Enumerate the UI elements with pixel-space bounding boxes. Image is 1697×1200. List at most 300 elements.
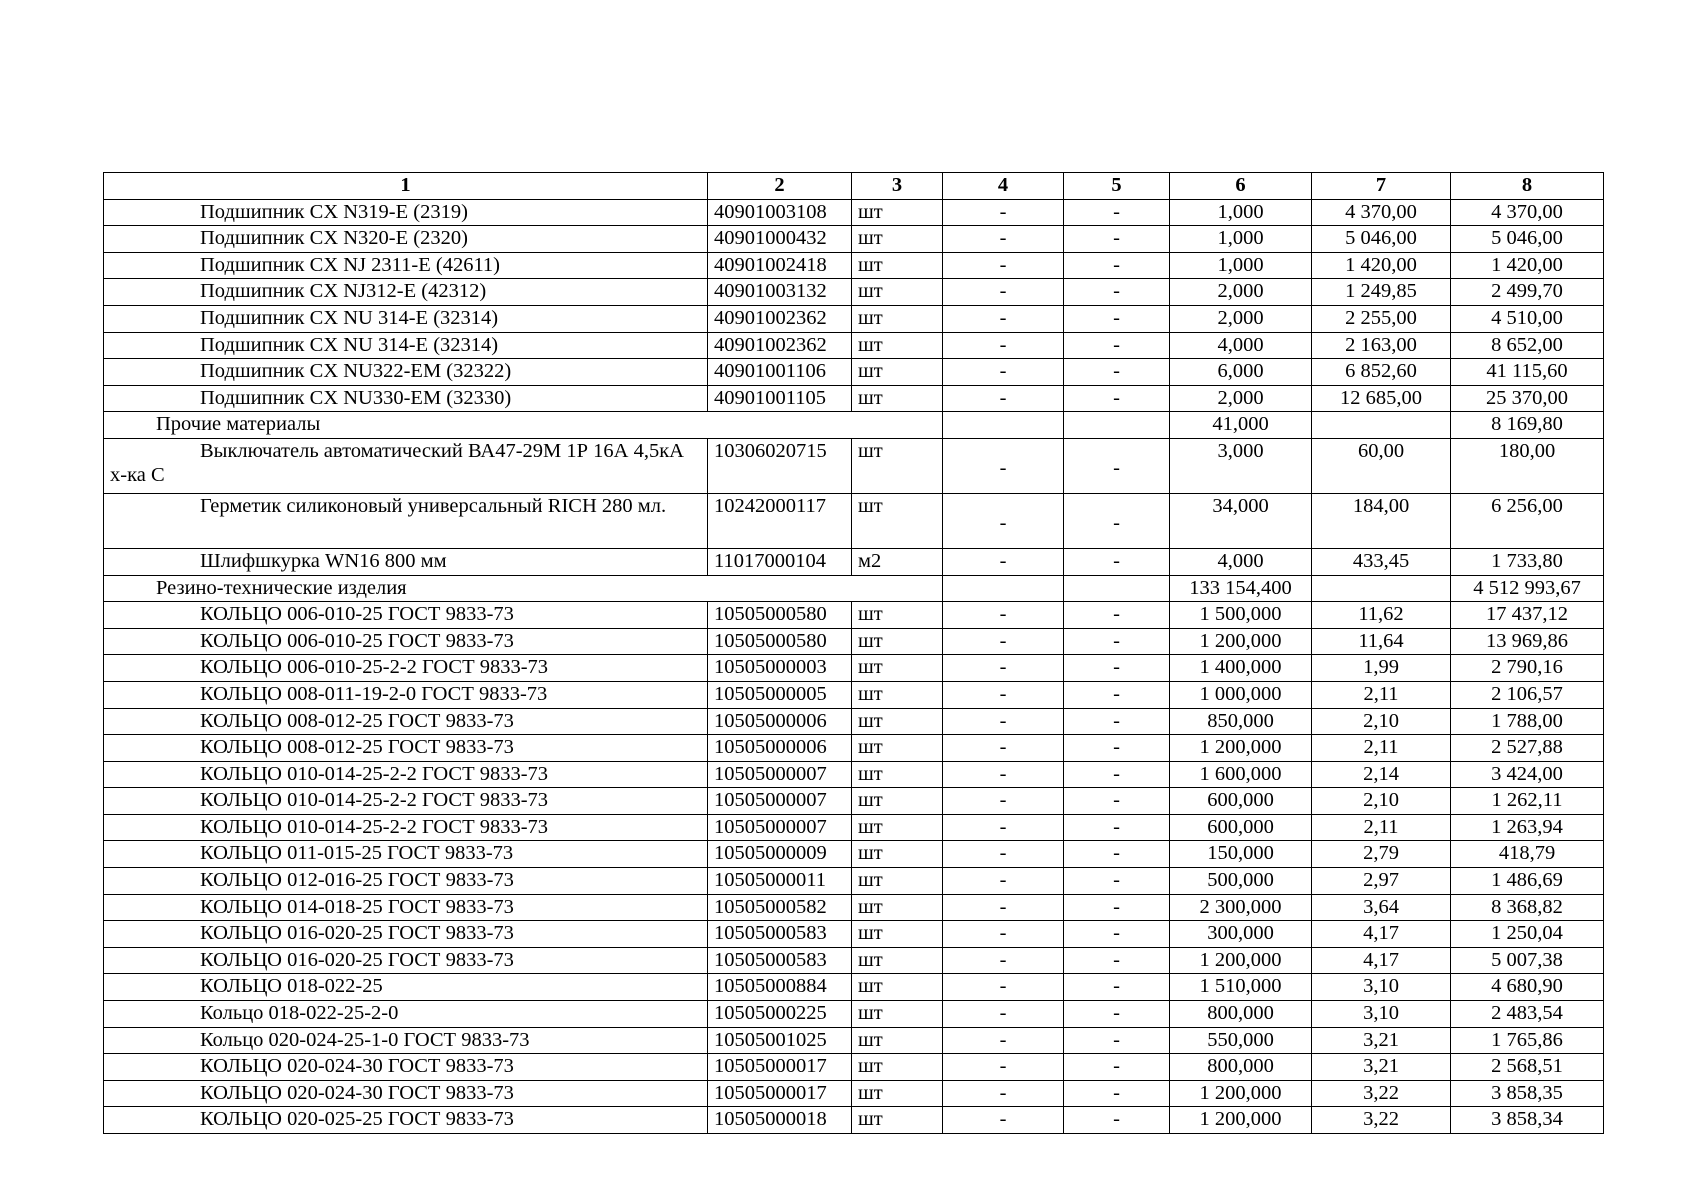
item-qty: 1 510,000 <box>1170 974 1312 1001</box>
item-sum: 5 046,00 <box>1451 226 1604 253</box>
item-unit: шт <box>852 332 943 359</box>
item-unit: шт <box>852 226 943 253</box>
item-sum: 25 370,00 <box>1451 385 1604 412</box>
item-col4: - <box>943 332 1064 359</box>
item-col5: - <box>1064 1107 1170 1134</box>
item-sum: 2 499,70 <box>1451 279 1604 306</box>
item-name: Выключатель автоматический ВА47-29М 1Р 16А 4,5кА х-ка С <box>104 438 708 493</box>
table-row <box>104 628 1604 655</box>
item-unit: шт <box>852 385 943 412</box>
item-col4: - <box>943 814 1064 841</box>
item-sum: 41 115,60 <box>1451 359 1604 386</box>
item-name: Подшипник CX NU330-EM (32330) <box>104 385 708 412</box>
item-name: КОЛЬЦО 020-024-30 ГОСТ 9833-73 <box>104 1080 708 1107</box>
item-sum: 1 263,94 <box>1451 814 1604 841</box>
item-unit: шт <box>852 655 943 682</box>
item-col5: - <box>1064 761 1170 788</box>
item-qty: 550,000 <box>1170 1027 1312 1054</box>
item-price: 184,00 <box>1312 493 1451 548</box>
item-col5: - <box>1064 974 1170 1001</box>
item-sum: 1 250,04 <box>1451 921 1604 948</box>
item-sum: 2 790,16 <box>1451 655 1604 682</box>
item-qty: 1 400,000 <box>1170 655 1312 682</box>
item-code: 10505000007 <box>708 761 852 788</box>
item-sum: 1 262,11 <box>1451 788 1604 815</box>
table-row <box>104 1080 1604 1107</box>
table-row <box>104 761 1604 788</box>
item-sum: 1 486,69 <box>1451 868 1604 895</box>
table-row <box>104 438 1604 493</box>
item-name: Подшипник CX NU 314-E (32314) <box>104 305 708 332</box>
item-unit: шт <box>852 602 943 629</box>
group-sum: 4 512 993,67 <box>1451 575 1604 602</box>
table-row <box>104 921 1604 948</box>
item-col4: - <box>943 199 1064 226</box>
item-price: 5 046,00 <box>1312 226 1451 253</box>
group-empty-cell <box>943 575 1064 602</box>
item-col5: - <box>1064 628 1170 655</box>
item-code: 40901000432 <box>708 226 852 253</box>
table-row <box>104 1107 1604 1134</box>
item-sum: 8 368,82 <box>1451 894 1604 921</box>
item-name: КОЛЬЦО 008-012-25 ГОСТ 9833-73 <box>104 735 708 762</box>
item-qty: 1 200,000 <box>1170 1107 1312 1134</box>
item-price: 2,11 <box>1312 814 1451 841</box>
item-sum: 3 424,00 <box>1451 761 1604 788</box>
item-qty: 1,000 <box>1170 226 1312 253</box>
item-code: 10505000017 <box>708 1080 852 1107</box>
item-col4: - <box>943 548 1064 575</box>
item-name: КОЛЬЦО 014-018-25 ГОСТ 9833-73 <box>104 894 708 921</box>
item-code: 10505000582 <box>708 894 852 921</box>
item-unit: шт <box>852 894 943 921</box>
item-price: 3,21 <box>1312 1027 1451 1054</box>
materials-table <box>103 172 1604 1134</box>
item-qty: 500,000 <box>1170 868 1312 895</box>
item-price: 60,00 <box>1312 438 1451 493</box>
item-price: 1 420,00 <box>1312 252 1451 279</box>
item-price: 1 249,85 <box>1312 279 1451 306</box>
item-col5: - <box>1064 305 1170 332</box>
item-name: КОЛЬЦО 006-010-25-2-2 ГОСТ 9833-73 <box>104 655 708 682</box>
item-price: 433,45 <box>1312 548 1451 575</box>
item-unit: шт <box>852 841 943 868</box>
table-row <box>104 735 1604 762</box>
item-sum: 8 652,00 <box>1451 332 1604 359</box>
item-name: КОЛЬЦО 010-014-25-2-2 ГОСТ 9833-73 <box>104 788 708 815</box>
item-qty: 1 600,000 <box>1170 761 1312 788</box>
item-col5: - <box>1064 894 1170 921</box>
item-qty: 1,000 <box>1170 199 1312 226</box>
item-col5: - <box>1064 681 1170 708</box>
item-code: 10505000225 <box>708 1001 852 1028</box>
item-unit: шт <box>852 788 943 815</box>
item-col4: - <box>943 735 1064 762</box>
column-header: 4 <box>943 173 1064 200</box>
group-qty: 41,000 <box>1170 412 1312 439</box>
table-row <box>104 305 1604 332</box>
item-code: 40901003108 <box>708 199 852 226</box>
item-col4: - <box>943 761 1064 788</box>
item-code: 40901001106 <box>708 359 852 386</box>
item-col4: - <box>943 1001 1064 1028</box>
item-qty: 2,000 <box>1170 305 1312 332</box>
table-row <box>104 332 1604 359</box>
item-sum: 4 370,00 <box>1451 199 1604 226</box>
item-sum: 1 420,00 <box>1451 252 1604 279</box>
item-col4: - <box>943 708 1064 735</box>
item-code: 10505000005 <box>708 681 852 708</box>
item-col5: - <box>1064 493 1170 548</box>
item-code: 40901002362 <box>708 332 852 359</box>
item-qty: 1,000 <box>1170 252 1312 279</box>
item-price: 2,10 <box>1312 708 1451 735</box>
item-name: КОЛЬЦО 008-011-19-2-0 ГОСТ 9833-73 <box>104 681 708 708</box>
group-empty-cell <box>1064 575 1170 602</box>
table-row <box>104 868 1604 895</box>
table-row <box>104 1054 1604 1081</box>
item-code: 10505000007 <box>708 788 852 815</box>
item-price: 11,62 <box>1312 602 1451 629</box>
item-price: 2 255,00 <box>1312 305 1451 332</box>
group-sum: 8 169,80 <box>1451 412 1604 439</box>
item-code: 10505000583 <box>708 921 852 948</box>
item-qty: 4,000 <box>1170 548 1312 575</box>
item-col4: - <box>943 1107 1064 1134</box>
item-sum: 4 680,90 <box>1451 974 1604 1001</box>
item-col4: - <box>943 974 1064 1001</box>
group-empty-cell <box>943 412 1064 439</box>
item-col5: - <box>1064 226 1170 253</box>
item-col5: - <box>1064 385 1170 412</box>
item-price: 1,99 <box>1312 655 1451 682</box>
item-unit: м2 <box>852 548 943 575</box>
column-header: 3 <box>852 173 943 200</box>
item-name: Подшипник CX N320-E (2320) <box>104 226 708 253</box>
item-unit: шт <box>852 1027 943 1054</box>
item-code: 10242000117 <box>708 493 852 548</box>
item-col5: - <box>1064 814 1170 841</box>
item-code: 10505000017 <box>708 1054 852 1081</box>
item-col4: - <box>943 1080 1064 1107</box>
item-name: Подшипник CX NU 314-E (32314) <box>104 332 708 359</box>
item-name: КОЛЬЦО 018-022-25 <box>104 974 708 1001</box>
item-qty: 600,000 <box>1170 788 1312 815</box>
table-row <box>104 385 1604 412</box>
item-price: 2,79 <box>1312 841 1451 868</box>
group-empty-cell <box>1312 412 1451 439</box>
item-col4: - <box>943 681 1064 708</box>
item-col4: - <box>943 252 1064 279</box>
item-name: КОЛЬЦО 012-016-25 ГОСТ 9833-73 <box>104 868 708 895</box>
table-row <box>104 359 1604 386</box>
item-sum: 5 007,38 <box>1451 947 1604 974</box>
item-col5: - <box>1064 199 1170 226</box>
item-col4: - <box>943 438 1064 493</box>
item-price: 2,10 <box>1312 788 1451 815</box>
item-qty: 2,000 <box>1170 279 1312 306</box>
table-body <box>104 199 1604 1133</box>
item-col4: - <box>943 279 1064 306</box>
table-row <box>104 252 1604 279</box>
item-price: 4 370,00 <box>1312 199 1451 226</box>
column-header: 5 <box>1064 173 1170 200</box>
item-sum: 3 858,35 <box>1451 1080 1604 1107</box>
item-col5: - <box>1064 279 1170 306</box>
table-row <box>104 493 1604 548</box>
column-header: 1 <box>104 173 708 200</box>
item-qty: 6,000 <box>1170 359 1312 386</box>
item-col4: - <box>943 947 1064 974</box>
item-name: Кольцо 020-024-25-1-0 ГОСТ 9833-73 <box>104 1027 708 1054</box>
item-sum: 2 106,57 <box>1451 681 1604 708</box>
table-row <box>104 894 1604 921</box>
item-sum: 17 437,12 <box>1451 602 1604 629</box>
item-code: 10505000009 <box>708 841 852 868</box>
item-col5: - <box>1064 655 1170 682</box>
item-qty: 2,000 <box>1170 385 1312 412</box>
item-code: 10505001025 <box>708 1027 852 1054</box>
item-unit: шт <box>852 1107 943 1134</box>
item-price: 2,14 <box>1312 761 1451 788</box>
table-row <box>104 841 1604 868</box>
item-col5: - <box>1064 1054 1170 1081</box>
item-qty: 1 200,000 <box>1170 628 1312 655</box>
item-name: КОЛЬЦО 008-012-25 ГОСТ 9833-73 <box>104 708 708 735</box>
item-price: 2,11 <box>1312 681 1451 708</box>
item-code: 10505000580 <box>708 602 852 629</box>
item-unit: шт <box>852 1054 943 1081</box>
item-qty: 150,000 <box>1170 841 1312 868</box>
group-name: Резино-технические изделия <box>104 575 943 602</box>
item-col4: - <box>943 921 1064 948</box>
table-row <box>104 814 1604 841</box>
item-price: 3,22 <box>1312 1080 1451 1107</box>
column-header: 6 <box>1170 173 1312 200</box>
item-name: КОЛЬЦО 011-015-25 ГОСТ 9833-73 <box>104 841 708 868</box>
table-row <box>104 199 1604 226</box>
item-sum: 6 256,00 <box>1451 493 1604 548</box>
item-qty: 850,000 <box>1170 708 1312 735</box>
item-name: Подшипник CX NU322-EM (32322) <box>104 359 708 386</box>
item-code: 10505000011 <box>708 868 852 895</box>
item-qty: 1 200,000 <box>1170 947 1312 974</box>
item-sum: 1 733,80 <box>1451 548 1604 575</box>
column-header: 2 <box>708 173 852 200</box>
item-col4: - <box>943 226 1064 253</box>
item-col5: - <box>1064 947 1170 974</box>
table-row <box>104 602 1604 629</box>
item-qty: 800,000 <box>1170 1054 1312 1081</box>
item-col5: - <box>1064 735 1170 762</box>
item-unit: шт <box>852 199 943 226</box>
item-col4: - <box>943 385 1064 412</box>
group-row <box>104 575 1604 602</box>
item-code: 10505000580 <box>708 628 852 655</box>
item-code: 11017000104 <box>708 548 852 575</box>
table-row <box>104 226 1604 253</box>
item-qty: 1 200,000 <box>1170 1080 1312 1107</box>
item-qty: 3,000 <box>1170 438 1312 493</box>
item-code: 40901001105 <box>708 385 852 412</box>
item-code: 10505000018 <box>708 1107 852 1134</box>
item-unit: шт <box>852 252 943 279</box>
item-col4: - <box>943 788 1064 815</box>
item-name: КОЛЬЦО 010-014-25-2-2 ГОСТ 9833-73 <box>104 761 708 788</box>
table-row <box>104 1027 1604 1054</box>
item-code: 40901002418 <box>708 252 852 279</box>
item-col4: - <box>943 894 1064 921</box>
item-name: Подшипник CX NJ 2311-E (42611) <box>104 252 708 279</box>
table-row <box>104 1001 1604 1028</box>
item-price: 4,17 <box>1312 921 1451 948</box>
item-unit: шт <box>852 708 943 735</box>
item-col4: - <box>943 1054 1064 1081</box>
item-unit: шт <box>852 735 943 762</box>
table-row <box>104 788 1604 815</box>
item-code: 10505000583 <box>708 947 852 974</box>
item-sum: 1 788,00 <box>1451 708 1604 735</box>
item-unit: шт <box>852 814 943 841</box>
item-name: Кольцо 018-022-25-2-0 <box>104 1001 708 1028</box>
item-qty: 800,000 <box>1170 1001 1312 1028</box>
item-unit: шт <box>852 359 943 386</box>
item-price: 3,10 <box>1312 1001 1451 1028</box>
item-name: Подшипник CX NJ312-E (42312) <box>104 279 708 306</box>
item-col5: - <box>1064 332 1170 359</box>
item-col5: - <box>1064 252 1170 279</box>
item-code: 10505000884 <box>708 974 852 1001</box>
item-name: КОЛЬЦО 006-010-25 ГОСТ 9833-73 <box>104 628 708 655</box>
group-empty-cell <box>1064 412 1170 439</box>
column-header: 7 <box>1312 173 1451 200</box>
item-unit: шт <box>852 868 943 895</box>
item-price: 3,21 <box>1312 1054 1451 1081</box>
item-qty: 300,000 <box>1170 921 1312 948</box>
group-qty: 133 154,400 <box>1170 575 1312 602</box>
item-sum: 1 765,86 <box>1451 1027 1604 1054</box>
table-row <box>104 974 1604 1001</box>
item-col5: - <box>1064 1027 1170 1054</box>
item-name: Герметик силиконовый универсальный RICH 280 мл. <box>104 493 708 548</box>
item-sum: 2 527,88 <box>1451 735 1604 762</box>
item-qty: 1 000,000 <box>1170 681 1312 708</box>
item-name: Подшипник CX N319-E (2319) <box>104 199 708 226</box>
item-col5: - <box>1064 548 1170 575</box>
item-name: КОЛЬЦО 020-024-30 ГОСТ 9833-73 <box>104 1054 708 1081</box>
item-sum: 3 858,34 <box>1451 1107 1604 1134</box>
item-unit: шт <box>852 947 943 974</box>
item-col4: - <box>943 602 1064 629</box>
table-row <box>104 279 1604 306</box>
item-code: 40901003132 <box>708 279 852 306</box>
item-code: 10505000006 <box>708 708 852 735</box>
table-row <box>104 548 1604 575</box>
item-col5: - <box>1064 868 1170 895</box>
item-qty: 4,000 <box>1170 332 1312 359</box>
item-code: 10306020715 <box>708 438 852 493</box>
item-unit: шт <box>852 305 943 332</box>
item-col5: - <box>1064 841 1170 868</box>
item-sum: 2 483,54 <box>1451 1001 1604 1028</box>
item-qty: 34,000 <box>1170 493 1312 548</box>
item-col5: - <box>1064 921 1170 948</box>
item-col5: - <box>1064 788 1170 815</box>
item-col4: - <box>943 305 1064 332</box>
item-col4: - <box>943 359 1064 386</box>
item-col4: - <box>943 1027 1064 1054</box>
item-sum: 418,79 <box>1451 841 1604 868</box>
item-sum: 4 510,00 <box>1451 305 1604 332</box>
item-unit: шт <box>852 628 943 655</box>
item-code: 40901002362 <box>708 305 852 332</box>
item-unit: шт <box>852 761 943 788</box>
table-row <box>104 655 1604 682</box>
item-price: 2 163,00 <box>1312 332 1451 359</box>
item-sum: 13 969,86 <box>1451 628 1604 655</box>
item-col5: - <box>1064 602 1170 629</box>
item-name: КОЛЬЦО 006-010-25 ГОСТ 9833-73 <box>104 602 708 629</box>
column-header: 8 <box>1451 173 1604 200</box>
item-unit: шт <box>852 438 943 493</box>
item-col5: - <box>1064 1001 1170 1028</box>
item-unit: шт <box>852 1080 943 1107</box>
table-row <box>104 681 1604 708</box>
item-price: 3,64 <box>1312 894 1451 921</box>
item-unit: шт <box>852 279 943 306</box>
item-col5: - <box>1064 1080 1170 1107</box>
item-qty: 1 500,000 <box>1170 602 1312 629</box>
item-price: 2,11 <box>1312 735 1451 762</box>
group-empty-cell <box>1312 575 1451 602</box>
item-col4: - <box>943 868 1064 895</box>
item-qty: 600,000 <box>1170 814 1312 841</box>
group-row <box>104 412 1604 439</box>
item-name: Шлифшкурка WN16 800 мм <box>104 548 708 575</box>
item-name: КОЛЬЦО 016-020-25 ГОСТ 9833-73 <box>104 947 708 974</box>
table-row <box>104 708 1604 735</box>
item-unit: шт <box>852 681 943 708</box>
item-col4: - <box>943 628 1064 655</box>
item-name: КОЛЬЦО 020-025-25 ГОСТ 9833-73 <box>104 1107 708 1134</box>
item-name: КОЛЬЦО 010-014-25-2-2 ГОСТ 9833-73 <box>104 814 708 841</box>
item-code: 10505000006 <box>708 735 852 762</box>
item-unit: шт <box>852 974 943 1001</box>
item-price: 11,64 <box>1312 628 1451 655</box>
table-row <box>104 947 1604 974</box>
item-col5: - <box>1064 438 1170 493</box>
item-col5: - <box>1064 708 1170 735</box>
item-name: КОЛЬЦО 016-020-25 ГОСТ 9833-73 <box>104 921 708 948</box>
item-col5: - <box>1064 359 1170 386</box>
item-price: 2,97 <box>1312 868 1451 895</box>
item-price: 12 685,00 <box>1312 385 1451 412</box>
item-price: 3,22 <box>1312 1107 1451 1134</box>
item-col4: - <box>943 493 1064 548</box>
item-price: 6 852,60 <box>1312 359 1451 386</box>
item-price: 3,10 <box>1312 974 1451 1001</box>
item-qty: 1 200,000 <box>1170 735 1312 762</box>
item-col4: - <box>943 841 1064 868</box>
item-qty: 2 300,000 <box>1170 894 1312 921</box>
item-sum: 180,00 <box>1451 438 1604 493</box>
item-sum: 2 568,51 <box>1451 1054 1604 1081</box>
item-unit: шт <box>852 921 943 948</box>
item-col4: - <box>943 655 1064 682</box>
group-name: Прочие материалы <box>104 412 943 439</box>
item-code: 10505000007 <box>708 814 852 841</box>
item-unit: шт <box>852 1001 943 1028</box>
